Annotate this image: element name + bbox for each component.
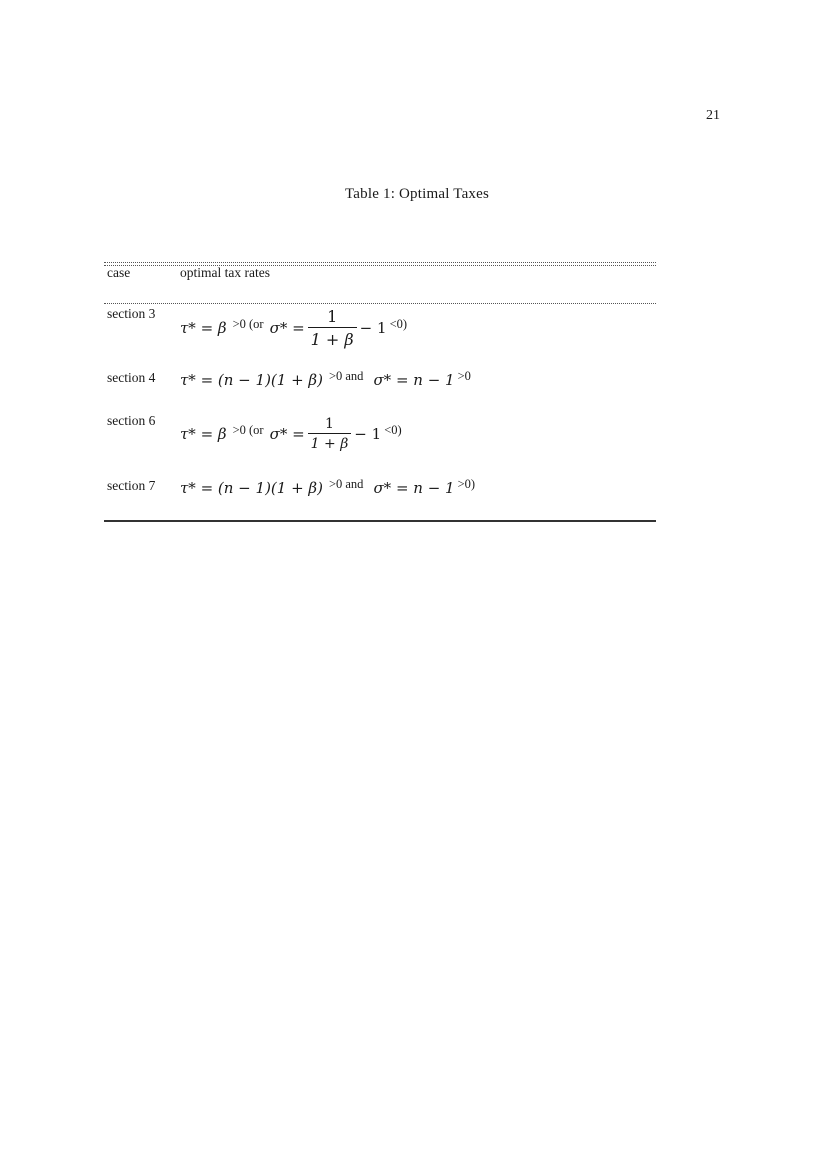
- column-header-rates: optimal tax rates: [180, 265, 270, 280]
- page-number: 21: [706, 108, 720, 123]
- sigma-fraction: [308, 307, 357, 349]
- tau-condition: >0 (or: [232, 422, 264, 437]
- sigma-condition: >0: [457, 368, 471, 383]
- sigma-condition: <0): [384, 422, 402, 437]
- row-label-section-4: section 4: [107, 370, 156, 385]
- row-label-section-7: section 7: [107, 478, 156, 493]
- tau-condition: >0 (or: [232, 316, 264, 331]
- sigma-expression: σ* =: [269, 319, 305, 337]
- sigma-expression: σ* = n − 1: [373, 479, 455, 497]
- sigma-tail: − 1: [354, 425, 382, 443]
- row-label-section-3: section 3: [107, 306, 156, 321]
- fraction-denominator: 1 + β: [308, 433, 352, 452]
- tau-expression: τ* = (n − 1)(1 + β): [180, 371, 323, 389]
- fraction-numerator: 1: [327, 307, 338, 326]
- tau-expression: τ* = β: [180, 425, 227, 443]
- tau-condition: >0 and: [328, 368, 364, 383]
- sigma-expression: σ* =: [269, 425, 305, 443]
- sigma-expression: σ* = n − 1: [373, 371, 455, 389]
- fraction-denominator: 1 + β: [308, 327, 357, 349]
- sigma-fraction: [308, 416, 352, 452]
- formula-section-6: [180, 410, 402, 458]
- formula-section-7: [180, 464, 475, 512]
- sigma-condition: >0): [457, 476, 476, 491]
- table-bottom-rule: [104, 520, 656, 522]
- column-header-case: case: [107, 265, 131, 280]
- formula-section-4: [180, 356, 471, 404]
- formula-section-3: [180, 304, 407, 352]
- table-top-rule: [104, 262, 656, 263]
- tau-expression: τ* = (n − 1)(1 + β): [180, 479, 323, 497]
- tau-expression: τ* = β: [180, 319, 227, 337]
- tau-condition: >0 and: [328, 476, 364, 491]
- fraction-numerator: 1: [325, 416, 334, 432]
- sigma-condition: <0): [389, 316, 408, 331]
- table-title: Table 1: Optimal Taxes: [344, 186, 490, 202]
- sigma-tail: − 1: [359, 319, 387, 337]
- row-label-section-6: section 6: [107, 413, 156, 428]
